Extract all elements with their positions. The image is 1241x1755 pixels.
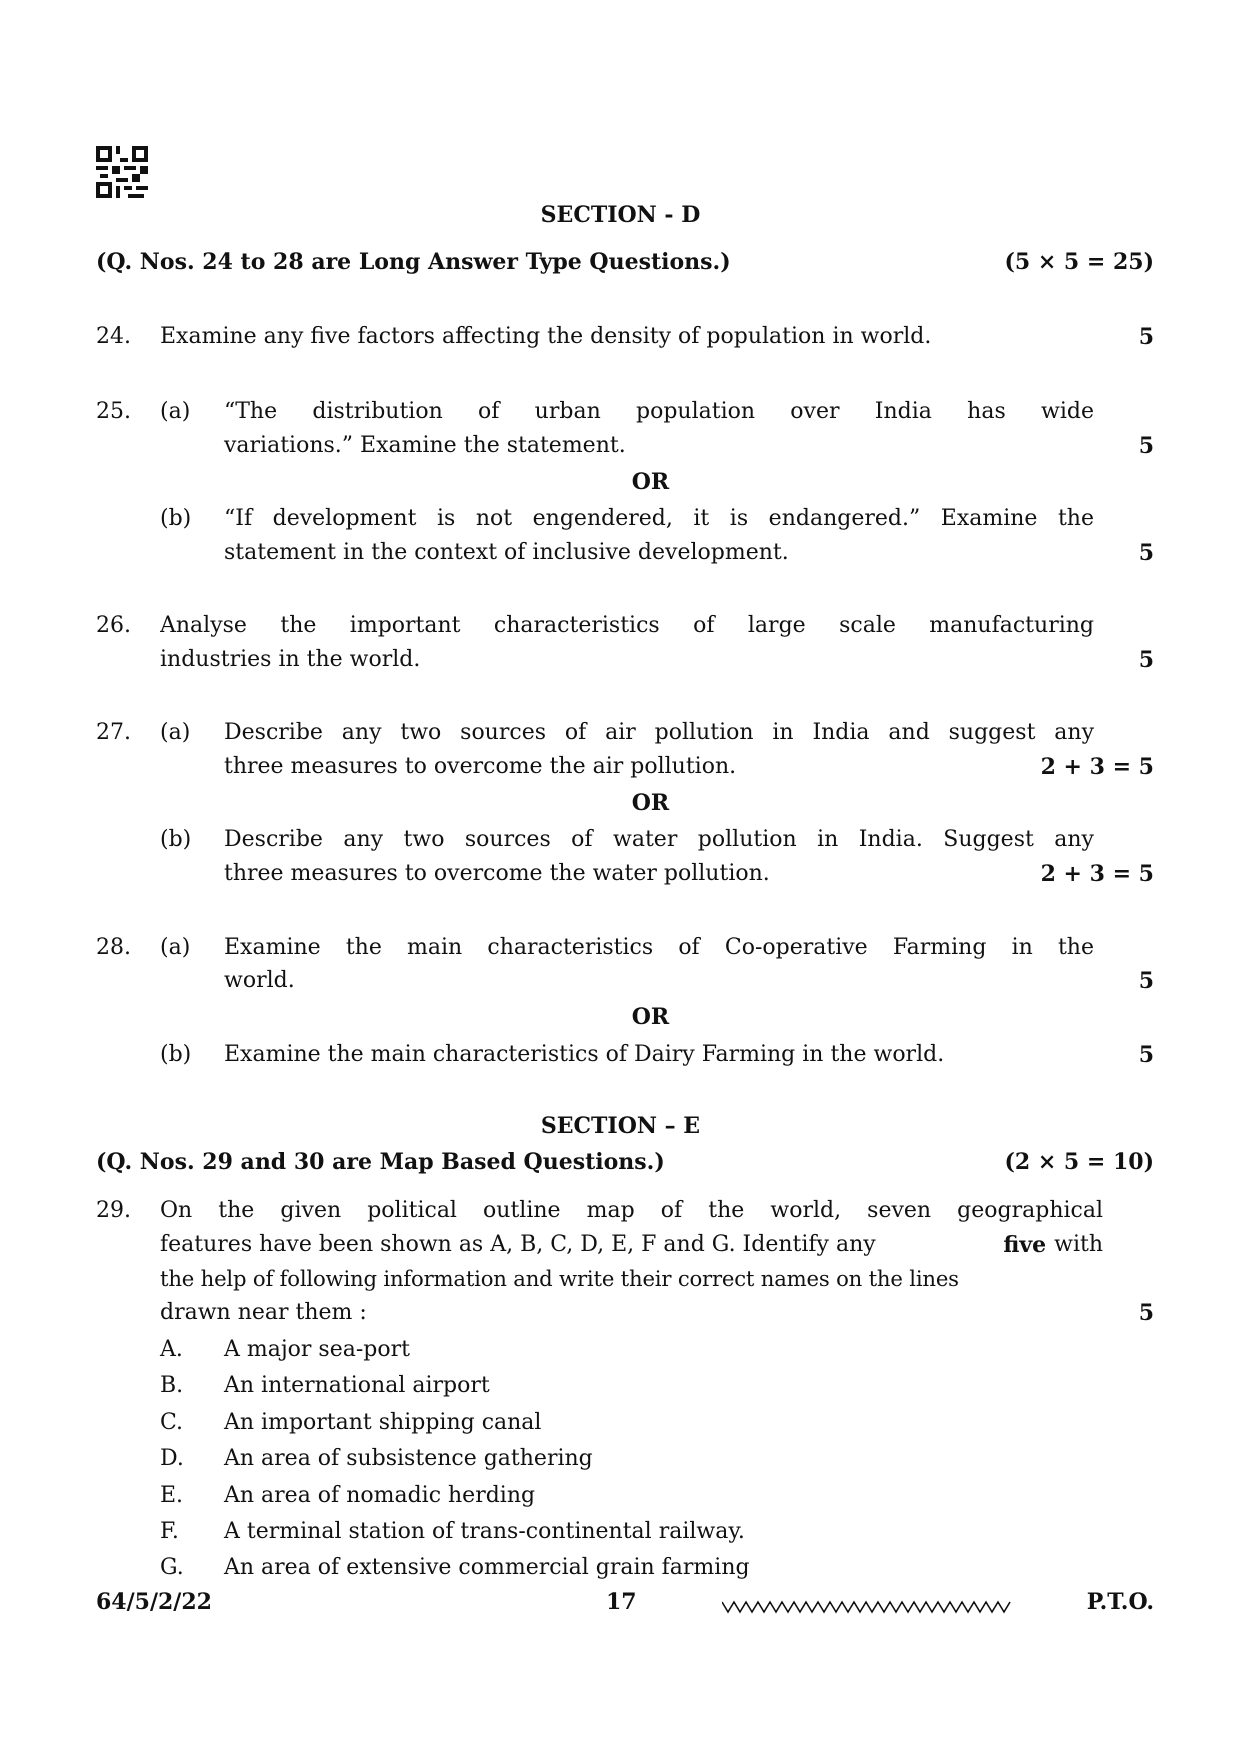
paper-code: 64/5/2/22 — [96, 1589, 212, 1615]
q25-a-marks: 5 — [1138, 433, 1154, 459]
q29-item-text: An area of extensive commercial grain farming — [224, 1555, 750, 1581]
or-divider: OR — [631, 790, 670, 816]
or-divider: OR — [631, 1004, 670, 1030]
q26-number: 26. — [96, 613, 131, 638]
q29-line — [160, 1231, 1103, 1259]
q27-a-line: three measures to overcome the air pollution. — [224, 754, 737, 779]
section-d-title: SECTION - D — [540, 202, 701, 228]
q25-a-line: “The distribution of urban population over India has wide — [224, 399, 1094, 424]
q29-item-label: F. — [160, 1519, 179, 1544]
q25-b-label: (b) — [160, 506, 192, 531]
q26-line: industries in the world. — [160, 647, 421, 672]
q29-line-text: features have been shown as A, B, C, D, E, F and G. Identify any — [160, 1232, 876, 1257]
q29-line: drawn near them : — [160, 1300, 367, 1325]
page-number: 17 — [606, 1589, 637, 1615]
q27-b-marks: 2 + 3 = 5 — [1040, 861, 1154, 887]
q29-number: 29. — [96, 1198, 131, 1223]
section-e-title: SECTION – E — [540, 1113, 701, 1139]
q24-marks: 5 — [1138, 324, 1154, 350]
section-e-marks: (2 × 5 = 10) — [1004, 1149, 1154, 1175]
q27-a-line: Describe any two sources of air pollution in India and suggest any — [224, 720, 1094, 745]
q27-b-line: three measures to overcome the water pollution. — [224, 861, 770, 886]
q27-b-line: Describe any two sources of water pollution in India. Suggest any — [224, 827, 1094, 852]
section-d-instruction: (Q. Nos. 24 to 28 are Long Answer Type Questions.) — [96, 249, 731, 275]
q29-item-label: D. — [160, 1446, 184, 1472]
q25-b-line: “If development is not engendered, it is endangered.” Examine the — [224, 506, 1094, 531]
q29-item-text: An area of subsistence gathering — [224, 1446, 593, 1472]
q28-b-label: (b) — [160, 1042, 192, 1067]
qr-code — [96, 146, 148, 198]
q29-item-text: An international airport — [224, 1373, 490, 1399]
q29-item-label: C. — [160, 1409, 184, 1435]
q27-a-label: (a) — [160, 720, 191, 745]
wavy-line-decoration — [722, 1596, 1012, 1616]
section-d-marks: (5 × 5 = 25) — [1004, 249, 1154, 275]
q28-a-marks: 5 — [1138, 968, 1154, 994]
q29-item-label: G. — [160, 1555, 184, 1581]
pto-label: P.T.O. — [1086, 1589, 1154, 1615]
q29-item-label: A. — [160, 1337, 183, 1362]
q27-b-label: (b) — [160, 827, 192, 852]
q24-number: 24. — [96, 324, 131, 349]
q25-a-label: (a) — [160, 399, 191, 424]
q29-line-text: with — [1054, 1232, 1103, 1257]
q29-line: On the given political outline map of the world, seven geographical — [160, 1198, 1103, 1223]
q28-b-marks: 5 — [1138, 1042, 1154, 1068]
q26-line: Analyse the important characteristics of large scale manufacturing — [160, 613, 1094, 638]
q25-b-line: statement in the context of inclusive development. — [224, 540, 789, 565]
q29-line: the help of following information and write their correct names on the lines — [160, 1266, 959, 1291]
q28-a-line: world. — [224, 968, 295, 993]
q26-marks: 5 — [1138, 647, 1154, 673]
or-divider: OR — [631, 469, 670, 495]
q25-b-marks: 5 — [1138, 540, 1154, 566]
q24-text: Examine any five factors affecting the density of population in world. — [160, 324, 932, 349]
q27-a-marks: 2 + 3 = 5 — [1040, 754, 1154, 780]
q29-marks: 5 — [1138, 1300, 1154, 1326]
q29-item-text: A terminal station of trans-continental railway. — [224, 1519, 745, 1544]
q28-number: 28. — [96, 935, 131, 960]
q25-a-line: variations.” Examine the statement. — [224, 433, 626, 458]
section-e-instruction: (Q. Nos. 29 and 30 are Map Based Questions.) — [96, 1149, 665, 1175]
q29-item-text: A major sea-port — [224, 1337, 410, 1362]
q28-a-label: (a) — [160, 935, 191, 960]
q29-emphasis: five — [1003, 1232, 1047, 1258]
q27-number: 27. — [96, 720, 131, 745]
q29-item-text: An area of nomadic herding — [224, 1482, 536, 1508]
q29-item-text: An important shipping canal — [224, 1409, 542, 1435]
q28-b-line: Examine the main characteristics of Dairy Farming in the world. — [224, 1042, 945, 1067]
q29-item-label: B. — [160, 1373, 184, 1399]
q28-a-line: Examine the main characteristics of Co-operative Farming in the — [224, 935, 1094, 960]
q25-number: 25. — [96, 399, 131, 424]
q29-item-label: E. — [160, 1482, 184, 1508]
